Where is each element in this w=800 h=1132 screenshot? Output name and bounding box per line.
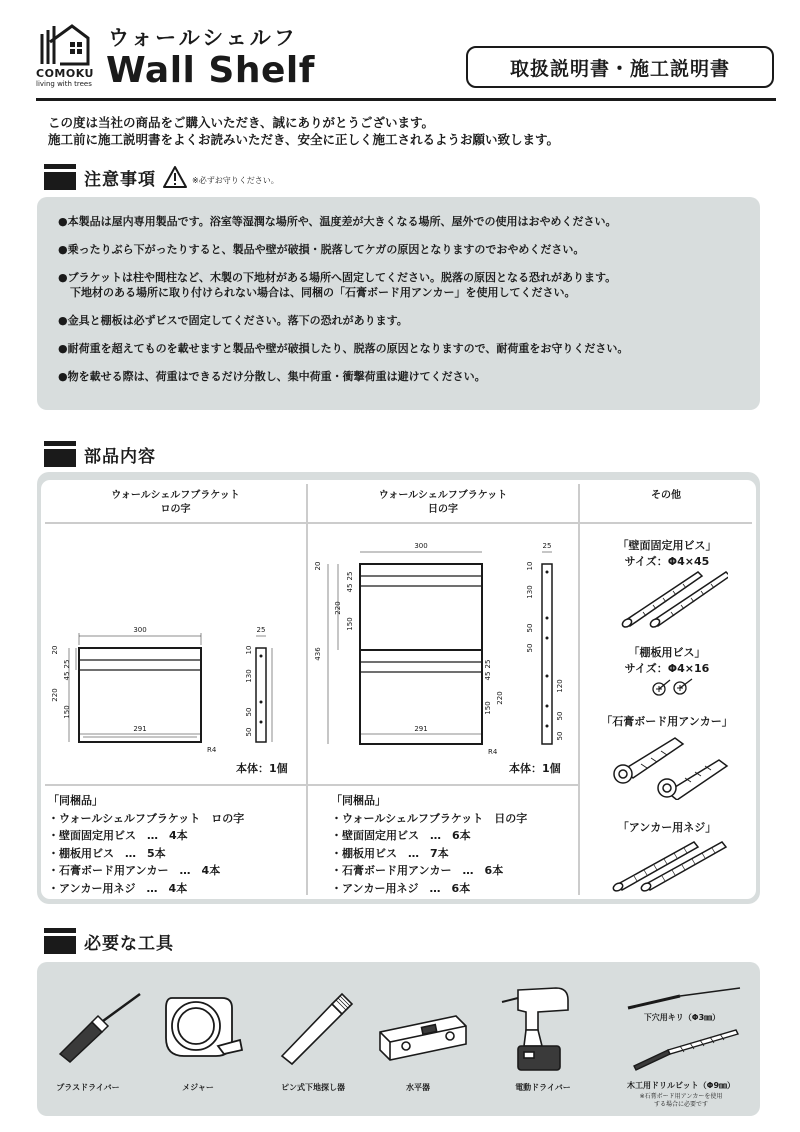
svg-text:R4: R4 [488, 748, 498, 756]
col1-count: 本体：1個 [236, 762, 288, 775]
tool-label-pilot-drill: 下穴用キリ（Φ3㎜） [643, 1013, 721, 1022]
header-divider [45, 522, 752, 524]
svg-text:25: 25 [484, 659, 492, 669]
caution-list [58, 214, 628, 397]
svg-text:220: 220 [334, 601, 342, 615]
level-icon [372, 1008, 472, 1064]
caution-title: 注意事項 [84, 169, 156, 190]
pilot-drill-icon [620, 986, 750, 1012]
svg-text:10: 10 [526, 561, 534, 571]
drywall-anchor-icon [605, 730, 735, 800]
col1-header: ウォールシェルフブラケット ロの字 [111, 490, 240, 515]
screwdriver-icon [52, 990, 152, 1064]
stud-finder-icon [270, 990, 360, 1066]
svg-text:45: 45 [63, 671, 71, 681]
svg-text:25: 25 [346, 571, 354, 581]
anchor-label: 「石膏ボード用アンカー」 [601, 715, 733, 728]
title-jp: ウォールシェルフ [108, 26, 298, 50]
svg-text:150: 150 [484, 701, 492, 715]
section-mark-icon [44, 928, 76, 954]
intro-line-2: 施工前に施工説明書をよくお読みいただき、安全に正しく施工されるようお願い致します。 [48, 132, 560, 147]
caution-note: ※必ずお守りください。 [192, 175, 279, 185]
section-mark-icon [44, 164, 76, 190]
svg-text:20: 20 [314, 561, 322, 571]
svg-text:220: 220 [51, 688, 59, 702]
caution-item-1: ●本製品は屋内専用製品です。浴室等湿潤な場所や、温度差が大きくなる場所、屋外での使用はおやめください。 [58, 215, 617, 228]
svg-text:130: 130 [245, 669, 253, 683]
bracket-ni-diagram [310, 536, 576, 760]
svg-text:50: 50 [526, 643, 534, 653]
svg-text:291: 291 [133, 725, 147, 733]
section-mark-icon [44, 441, 76, 467]
svg-text:150: 150 [346, 617, 354, 631]
tool-label-power-drill: 電動ドライバー [515, 1083, 571, 1092]
warning-icon [162, 165, 188, 189]
svg-text:291: 291 [414, 725, 428, 733]
svg-text:R4: R4 [207, 746, 217, 754]
wood-drill-bit-icon [628, 1026, 748, 1074]
shelf-screw-icon [650, 676, 700, 698]
caution-heading [44, 164, 279, 190]
col2-included: 「同梱品」 ・ウォールシェルフブラケット 日の字 ・壁面固定用ビス … 6本 ・棚板用ビス … 7本 ・石膏ボード用アンカー … 6本 ・アンカー用ネジ … 6本 [331, 794, 528, 895]
tool-label-wood-drill: 木工用ドリルビット（Φ9㎜） [626, 1081, 736, 1090]
svg-text:50: 50 [245, 707, 253, 717]
svg-text:50: 50 [526, 623, 534, 633]
col2-header: ウォールシェルフブラケット 日の字 [378, 490, 508, 515]
svg-text:20: 20 [51, 645, 59, 655]
parts-title: 部品内容 [84, 446, 156, 467]
brand-name: COMOKU [36, 67, 94, 80]
svg-text:300: 300 [414, 542, 428, 550]
wall-screw-icon [618, 568, 728, 630]
svg-text:50: 50 [556, 711, 564, 721]
svg-text:220: 220 [496, 691, 504, 705]
title-en: Wall Shelf [106, 50, 315, 91]
caution-item-6: ●物を載せる際は、荷重はできるだけ分散し、集中荷重・衝撃荷重は避けてください。 [58, 370, 486, 383]
svg-text:25: 25 [256, 626, 266, 634]
col3-header: その他 [651, 490, 681, 501]
intro-line-1: この度は当社の商品をご購入いただき、誠にありがとうございます。 [48, 115, 435, 130]
svg-text:25: 25 [63, 659, 71, 669]
tool-label-stud-finder: ピン式下地探し器 [281, 1083, 345, 1092]
tools-heading [44, 928, 174, 954]
caution-item-3: ●ブラケットは柱や間柱など、木製の下地材がある場所へ固定してください。脱落の原因となる恐れがあります。 下地材のある場所に取り付けられない場合は、同梱の「石膏ボード用アンカー」を使用してください。 [58, 271, 617, 299]
parts-heading [44, 441, 156, 467]
tool-label-tape-measure: メジャー [182, 1083, 214, 1092]
intro-text [48, 114, 559, 148]
col2-count: 本体：1個 [509, 762, 561, 775]
tool-label-screwdriver: プラスドライバー [56, 1083, 120, 1092]
tool-label-level: 水平器 [406, 1083, 430, 1092]
column-divider [306, 484, 308, 895]
svg-text:25: 25 [542, 542, 552, 550]
caution-item-4: ●金具と棚板は必ずビスで固定してください。落下の恐れがあります。 [58, 314, 408, 327]
svg-text:10: 10 [245, 645, 253, 655]
svg-text:45: 45 [346, 583, 354, 593]
svg-text:120: 120 [556, 679, 564, 693]
bracket-ro-diagram [45, 620, 305, 760]
svg-text:150: 150 [63, 705, 71, 719]
anchor-screw-label: 「アンカー用ネジ」 [617, 821, 717, 834]
tape-measure-icon [158, 988, 248, 1064]
caution-item-2: ●乗ったりぶら下がったりすると、製品や壁が破損・脱落してケガの原因となりますのでおやめください。 [58, 243, 585, 256]
manual-title: 取扱説明書・施工説明書 [466, 46, 774, 88]
wall-screw-label: 「壁面固定用ビス」 サイズ：Φ4×45 [617, 539, 717, 568]
svg-text:45: 45 [484, 671, 492, 681]
brand-tagline: living with trees [36, 80, 92, 88]
tools-title: 必要な工具 [84, 933, 174, 954]
included-divider [45, 784, 578, 786]
power-drill-icon [496, 980, 586, 1076]
col1-included: 「同梱品」 ・ウォールシェルフブラケット ロの字 ・壁面固定用ビス … 4本 ・棚板用ビス … 5本 ・石膏ボード用アンカー … 4本 ・アンカー用ネジ … 4本 [48, 794, 245, 895]
column-divider [578, 484, 580, 895]
svg-text:436: 436 [314, 647, 322, 661]
svg-text:300: 300 [133, 626, 147, 634]
svg-text:50: 50 [556, 731, 564, 741]
svg-text:130: 130 [526, 585, 534, 599]
tool-note-wood-drill: ※石膏ボード用アンカーを使用 する場合に必要です [639, 1093, 723, 1108]
header-rule [36, 98, 776, 101]
anchor-screw-icon [608, 838, 728, 894]
svg-text:50: 50 [245, 727, 253, 737]
caution-item-5: ●耐荷重を超えてものを載せますと製品や壁が破損したり、脱落の原因となりますので、耐荷重をお守りください。 [58, 342, 629, 355]
shelf-screw-label: 「棚板用ビス」 サイズ：Φ4×16 [624, 646, 710, 675]
